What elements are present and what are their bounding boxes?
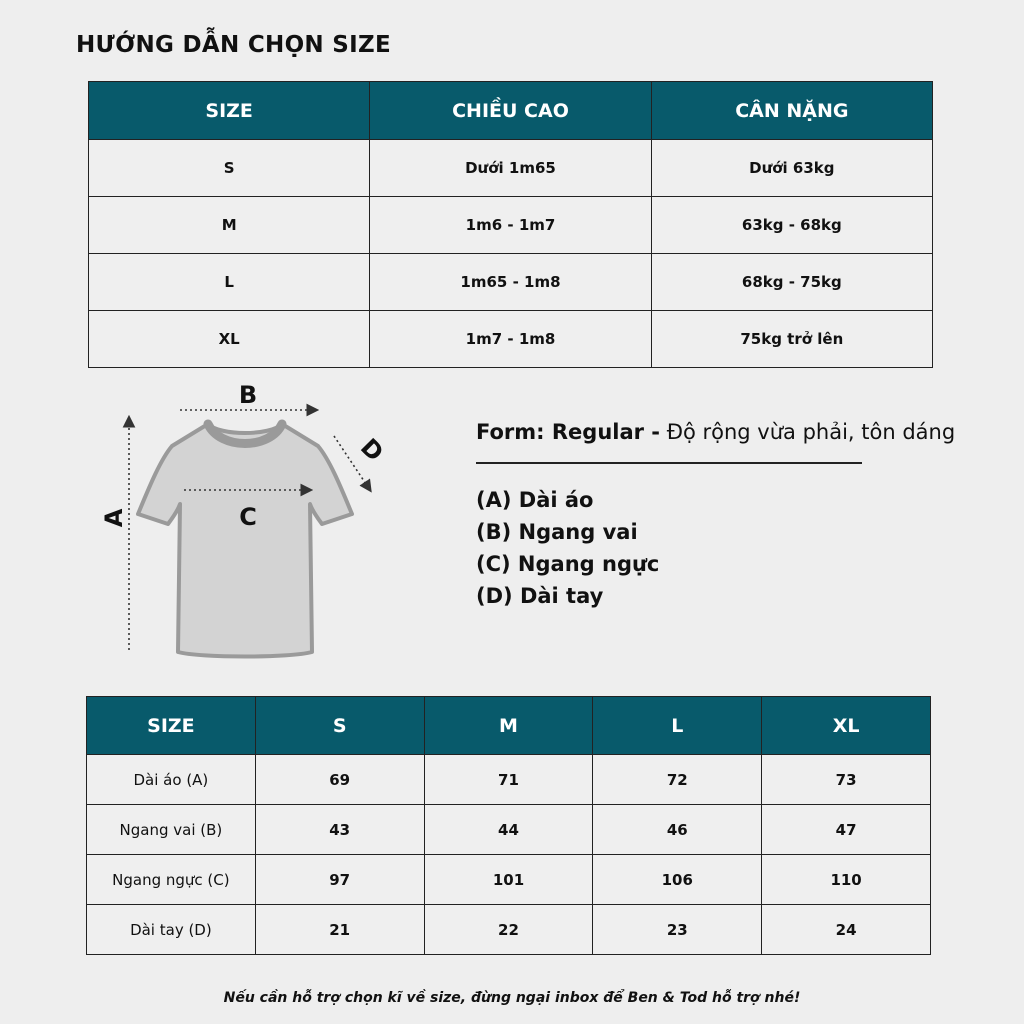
table-cell: 23 [593, 905, 762, 955]
table-cell: S [89, 140, 370, 197]
table-cell: XL [89, 311, 370, 368]
measurement-legend [476, 484, 659, 612]
form-label: Form: Regular - [476, 420, 661, 444]
legend-item: (A) Dài áo [476, 488, 594, 512]
header-s: S [255, 697, 424, 755]
table-cell: 46 [593, 805, 762, 855]
row-label: Dài áo (A) [87, 755, 256, 805]
header-size: SIZE [89, 82, 370, 140]
table-cell: 69 [255, 755, 424, 805]
header-xl: XL [762, 697, 931, 755]
page-title: HƯỚNG DẪN CHỌN SIZE [76, 32, 391, 58]
table-cell: 1m65 - 1m8 [370, 254, 651, 311]
table-cell: Dưới 1m65 [370, 140, 651, 197]
table-cell: 72 [593, 755, 762, 805]
table-cell: 106 [593, 855, 762, 905]
header-weight: CÂN NẶNG [651, 82, 932, 140]
form-description [476, 420, 955, 444]
label-c: C [239, 503, 257, 531]
table-cell: 71 [424, 755, 593, 805]
table-cell: 21 [255, 905, 424, 955]
table-cell: 24 [762, 905, 931, 955]
header-m: M [424, 697, 593, 755]
table-cell: 101 [424, 855, 593, 905]
table-cell: 73 [762, 755, 931, 805]
table-row [89, 311, 933, 368]
table-row [89, 197, 933, 254]
label-b: B [238, 381, 258, 409]
table-row [87, 755, 931, 805]
table-cell: 47 [762, 805, 931, 855]
table-cell: 1m6 - 1m7 [370, 197, 651, 254]
row-label: Dài tay (D) [87, 905, 256, 955]
table-row [87, 805, 931, 855]
legend-item: (C) Ngang ngực [476, 552, 660, 576]
table-cell: 22 [424, 905, 593, 955]
table-cell: 43 [255, 805, 424, 855]
tshirt-icon [138, 424, 352, 657]
row-label: Ngang vai (B) [87, 805, 256, 855]
height-weight-table [88, 81, 933, 368]
table-header-row [89, 82, 933, 140]
label-a: A [100, 508, 128, 528]
table-cell: 63kg - 68kg [651, 197, 932, 254]
table-row [87, 855, 931, 905]
table-cell: 97 [255, 855, 424, 905]
measurement-table [86, 696, 931, 955]
support-footnote: Nếu cần hỗ trợ chọn kĩ về size, đừng ngại inbox để Ben & Tod hỗ trợ nhé! [223, 990, 801, 1006]
tshirt-diagram [90, 378, 420, 678]
table-cell: Dưới 63kg [651, 140, 932, 197]
table-cell: 110 [762, 855, 931, 905]
label-d: D [355, 433, 389, 467]
table-cell: 1m7 - 1m8 [370, 311, 651, 368]
table-header-row [87, 697, 931, 755]
header-l: L [593, 697, 762, 755]
table-cell: 44 [424, 805, 593, 855]
table-row [89, 140, 933, 197]
header-height: CHIỀU CAO [370, 82, 651, 140]
table-row [89, 254, 933, 311]
table-cell: L [89, 254, 370, 311]
divider [476, 462, 862, 464]
legend-item: (D) Dài tay [476, 584, 604, 608]
table-row [87, 905, 931, 955]
form-text: Độ rộng vừa phải, tôn dáng [666, 420, 956, 444]
table-cell: M [89, 197, 370, 254]
header-size: SIZE [87, 697, 256, 755]
table-cell: 68kg - 75kg [651, 254, 932, 311]
row-label: Ngang ngực (C) [87, 855, 256, 905]
legend-item: (B) Ngang vai [476, 520, 638, 544]
table-cell: 75kg trở lên [651, 311, 932, 368]
